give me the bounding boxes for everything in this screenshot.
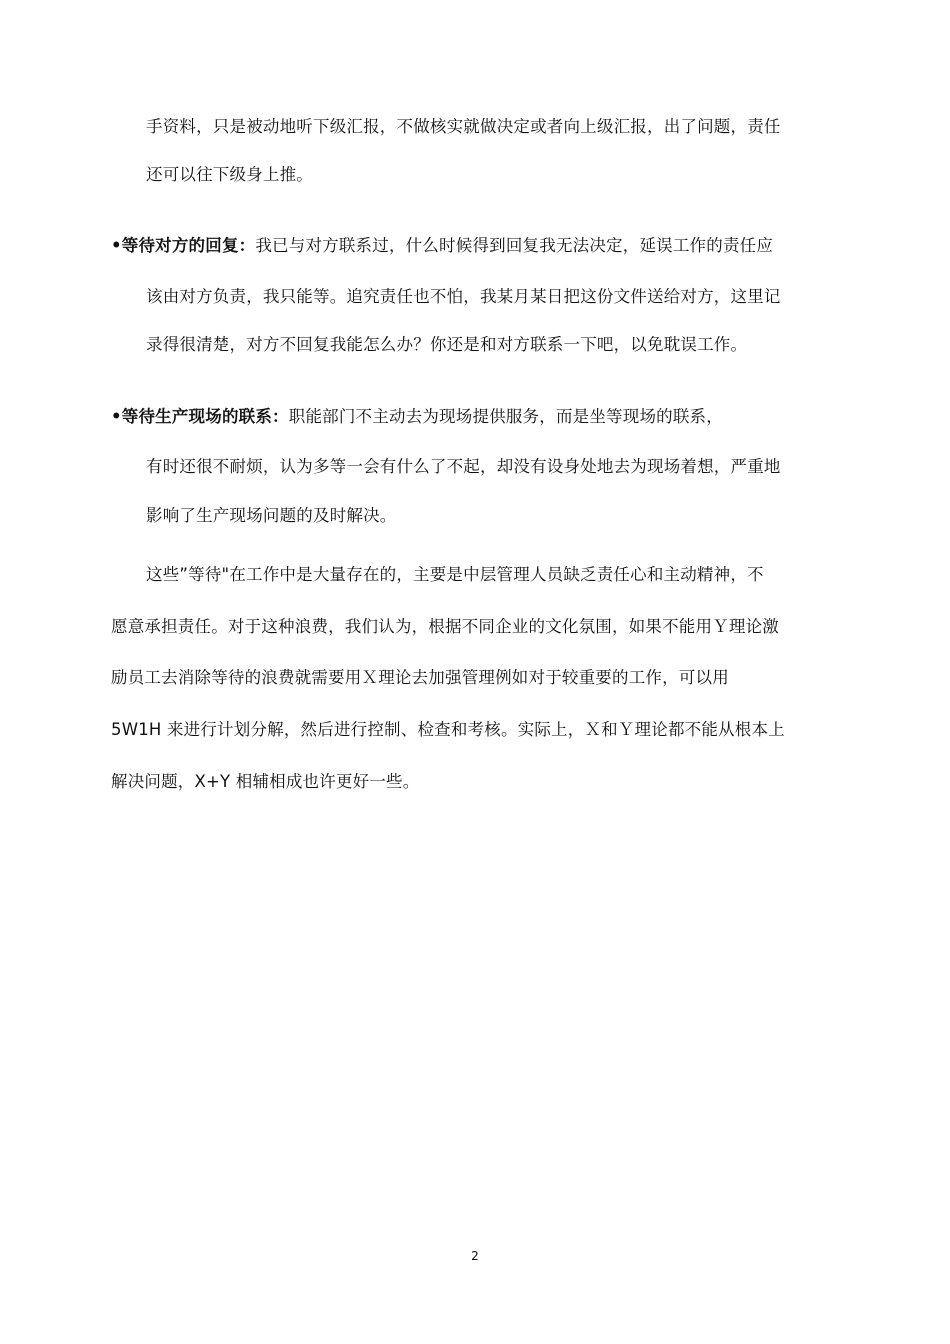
paragraph-line: 励员工去消除等待的浪费就需要用Ｘ理论去加强管理例如对于较重要的工作，可以用 [111, 668, 729, 687]
paragraph-line: 愿意承担责任。对于这种浪费，我们认为，根据不同企业的文化氛围，如果不能用Ｙ理论激 [111, 617, 779, 636]
paragraph-line: 影响了生产现场问题的及时解决。 [146, 506, 397, 525]
paragraph-line: 解决问题，X+Y 相辅相成也许更好一些。 [111, 772, 420, 791]
bullet-text: 我已与对方联系过，什么时候得到回复我无法决定，延误工作的责任应 [255, 236, 774, 255]
bullet-text: 职能部门不主动去为现场提供服务，而是坐等现场的联系， [288, 407, 723, 426]
paragraph-line: 这些”等待"在工作中是大量存在的，主要是中层管理人员缺乏责任心和主动精神，不 [146, 565, 764, 584]
bullet-heading: 等待对方的回复： [121, 236, 256, 255]
paragraph-line: 录得很清楚，对方不回复我能怎么办？你还是和对方联系一下吧，以免耽误工作。 [146, 335, 748, 354]
bullet-marker: • [111, 236, 122, 255]
bullet-item-waiting-reply [111, 234, 773, 258]
paragraph-line: 5W1H 来进行计划分解，然后进行控制、检查和考核。实际上，Ｘ和Ｙ理论都不能从根本上 [111, 720, 785, 739]
paragraph-line: 有时还很不耐烦，认为多等一会有什么了不起，却没有设身处地去为现场着想，严重地 [146, 457, 781, 476]
page-number: 2 [471, 1249, 479, 1263]
paragraph-line: 手资料，只是被动地听下级汇报，不做核实就做决定或者向上级汇报，出了问题，责任 [146, 117, 781, 136]
bullet-marker: • [111, 407, 122, 426]
paragraph-line: 还可以往下级身上推。 [146, 165, 313, 184]
bullet-heading: 等待生产现场的联系： [121, 407, 289, 426]
bullet-item-waiting-site-contact [111, 405, 723, 429]
paragraph-line: 该由对方负责，我只能等。追究责任也不怕，我某月某日把这份文件送给对方，这里记 [146, 287, 781, 306]
